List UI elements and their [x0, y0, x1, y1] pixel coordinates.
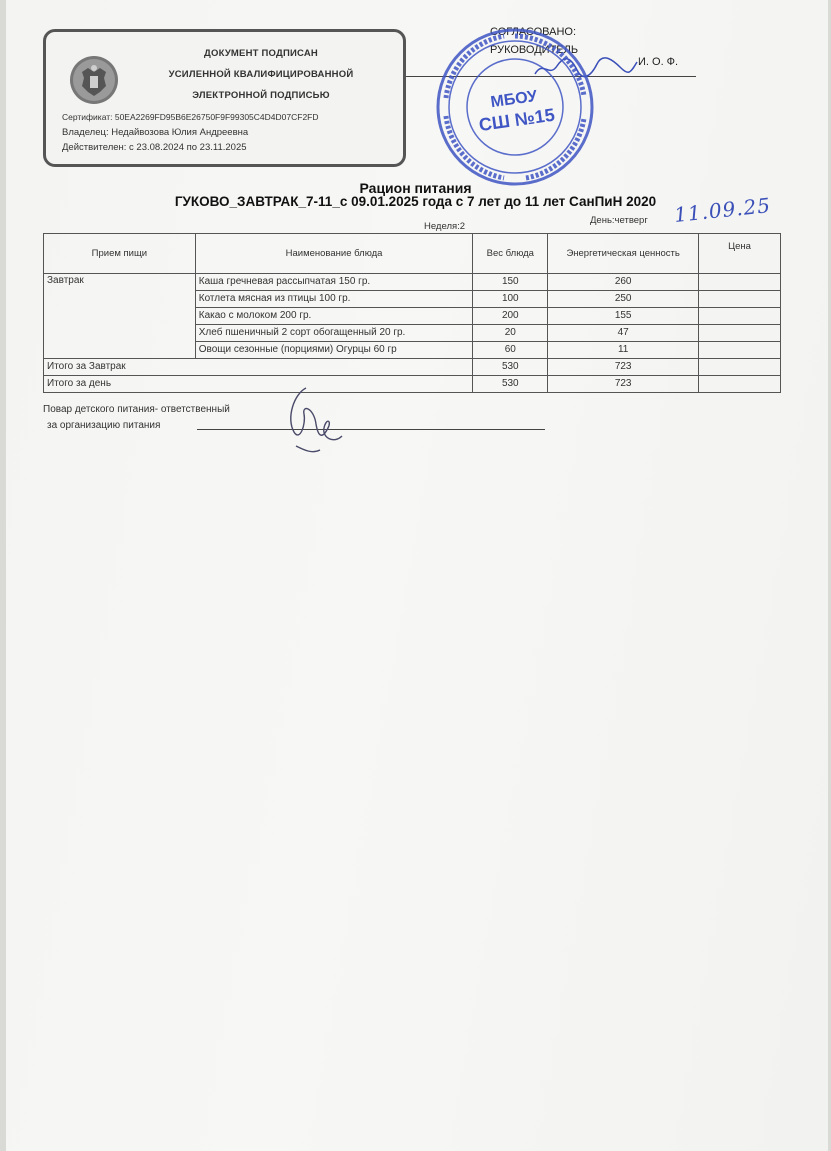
price-cell — [699, 274, 781, 291]
approval-name: И. О. Ф. — [638, 56, 679, 68]
day-label: День:четверг — [590, 215, 648, 226]
energy-cell: 11 — [548, 342, 699, 359]
total-day-weight: 530 — [473, 376, 548, 393]
svg-text:МБОУ: МБОУ — [489, 87, 539, 112]
meal-cell: Завтрак — [44, 274, 196, 359]
page-title: Рацион питания — [359, 180, 472, 196]
cook-signature-line — [197, 429, 545, 430]
esig-heading-1: ДОКУМЕНТ ПОДПИСАН — [204, 48, 318, 59]
weight-cell: 200 — [473, 308, 548, 325]
handwritten-date: 11.09.25 — [673, 192, 773, 228]
total-meal-price — [699, 359, 781, 376]
footer-line-1: Повар детского питания- ответственный — [43, 404, 230, 415]
column-header: Вес блюда — [473, 234, 548, 274]
weight-cell: 60 — [473, 342, 548, 359]
page-subtitle: ГУКОВО_ЗАВТРАК_7-11_с 09.01.2025 года с 7 лет до 11 лет СанПиН 2020 — [174, 194, 657, 209]
column-header: Наименование блюда — [195, 234, 473, 274]
column-header: Прием пищи — [44, 234, 196, 274]
approval-role: РУКОВОДИТЕЛЬ — [490, 44, 579, 56]
esig-heading-3: ЭЛЕКТРОННОЙ ПОДПИСЬЮ — [192, 90, 330, 101]
total-meal-label: Итого за Завтрак — [44, 359, 473, 376]
price-cell — [699, 291, 781, 308]
energy-cell: 260 — [548, 274, 699, 291]
cook-signature — [276, 384, 346, 456]
weight-cell: 150 — [473, 274, 548, 291]
dish-cell: Овощи сезонные (порциями) Огурцы 60 гр — [195, 342, 473, 359]
energy-cell: 155 — [548, 308, 699, 325]
total-meal-weight: 530 — [473, 359, 548, 376]
svg-text:СШ №15: СШ №15 — [477, 104, 556, 136]
total-day-label: Итого за день — [44, 376, 473, 393]
weight-cell: 20 — [473, 325, 548, 342]
menu-table — [43, 233, 781, 393]
dish-cell: Какао с молоком 200 гр. — [195, 308, 473, 325]
table-header-row — [44, 234, 781, 274]
total-day-energy: 723 — [548, 376, 699, 393]
column-header: Энергетическая ценность — [548, 234, 699, 274]
coat-of-arms-icon — [68, 54, 120, 106]
dish-cell: Котлета мясная из птицы 100 гр. — [195, 291, 473, 308]
energy-cell: 250 — [548, 291, 699, 308]
document-page — [6, 0, 828, 1151]
table-row — [44, 274, 781, 291]
electronic-signature-box — [43, 29, 406, 167]
dish-cell: Каша гречневая рассыпчатая 150 гр. — [195, 274, 473, 291]
official-seal-stamp — [434, 26, 596, 188]
total-meal-row — [44, 359, 781, 376]
esig-heading-2: УСИЛЕННОЙ КВАЛИФИЦИРОВАННОЙ — [168, 69, 354, 80]
esig-certificate: Сертификат: 50EA2269FD95B6E26750F9F99305C4D4D07CF2FD — [62, 112, 319, 122]
esig-valid: Действителен: с 23.08.2024 по 23.11.2025 — [62, 142, 247, 153]
price-cell — [699, 308, 781, 325]
price-cell — [699, 342, 781, 359]
total-meal-energy: 723 — [548, 359, 699, 376]
column-header: Цена — [699, 234, 781, 274]
energy-cell: 47 — [548, 325, 699, 342]
total-day-row — [44, 376, 781, 393]
dish-cell: Хлеб пшеничный 2 сорт обогащенный 20 гр. — [195, 325, 473, 342]
week-label: Неделя:2 — [424, 221, 466, 232]
footer-line-2: за организацию питания — [47, 420, 161, 431]
total-day-price — [699, 376, 781, 393]
esig-owner: Владелец: Недайвозова Юлия Андреевна — [62, 127, 249, 138]
weight-cell: 100 — [473, 291, 548, 308]
price-cell — [699, 325, 781, 342]
approval-label: СОГЛАСОВАНО: — [490, 26, 577, 38]
